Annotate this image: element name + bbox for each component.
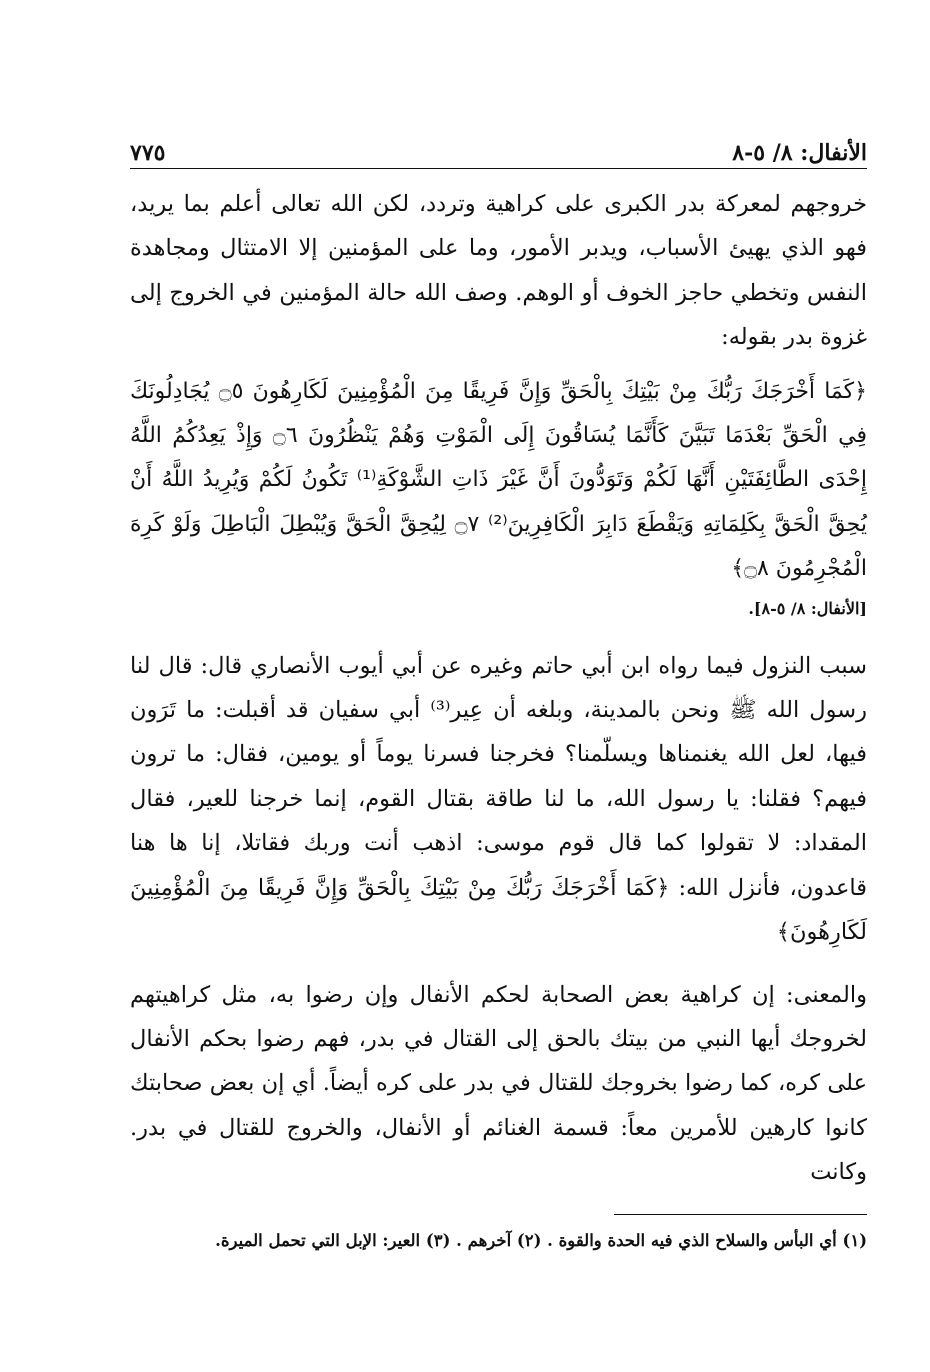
verse-reference: [الأنفال: ٨/ ٥-٨].: [748, 598, 867, 618]
page-header: [130, 118, 867, 166]
footnote-divider: [614, 1214, 867, 1215]
paragraph-revelation-cause: سبب النزول فيما رواه ابن أبي حاتم وغيره عن أبي أيوب الأنصاري قال: قال لنا رسول الله ﷺ ونحن بالمدينة، وبلغه أن عِير⁽³⁾ أبي سفيان قد أقبلت: ما تَرَون فيها، لعل الله يغنمناها ويسلّمنا؟ فخرجنا فسرنا يوماً أو يومين، فقال: ما ترون فيهم؟ فقلنا: يا رسول الله، ما لنا طاقة بقتال القوم، إنما خرجنا للعير، فقال المقداد: لا تقولوا كما قال قوم موسى: اذهب أنت وربك فقاتلا، إنا ها هنا قاعدون، فأنزل الله: ﴿كَمَا أَخْرَجَكَ رَبُّكَ مِنْ بَيْتِكَ بِالْحَقِّ وَإِنَّ فَرِيقًا مِنَ الْمُؤْمِنِينَ لَكَارِهُونَ﴾: [130, 652, 867, 946]
header-divider: [130, 168, 867, 169]
page-body: [130, 182, 867, 1195]
paragraph-gap: [130, 955, 867, 973]
running-title: الأنفال: ٨/ ٥-٨: [732, 140, 867, 166]
page-number: ٧٧٥: [130, 140, 166, 166]
quran-verse: ﴿كَمَا أَخْرَجَكَ رَبُّكَ مِنْ بَيْتِكَ بِالْحَقِّ وَإِنَّ فَرِيقًا مِنَ الْمُؤْمِنِينَ لَكَارِهُونَ ۝٥ يُجَادِلُونَكَ فِي الْحَقِّ بَعْدَمَا تَبَيَّنَ كَأَنَّمَا يُسَاقُونَ إِلَى الْمَوْتِ وَهُمْ يَنْظُرُونَ ۝٦ وَإِذْ يَعِدُكُمُ اللَّهُ إِحْدَى الطَّائِفَتَيْنِ أَنَّهَا لَكُمْ وَتَوَدُّونَ أَنَّ غَيْرَ ذَاتِ الشَّوْكَةِ⁽¹⁾ تَكُونُ لَكُمْ وَيُرِيدُ اللَّهُ أَنْ يُحِقَّ الْحَقَّ بِكَلِمَاتِهِ وَيَقْطَعَ دَابِرَ الْكَافِرِينَ⁽²⁾ ۝٧ لِيُحِقَّ الْحَقَّ وَيُبْطِلَ الْبَاطِلَ وَلَوْ كَرِهَ الْمُجْرِمُونَ ۝٨﴾: [130, 378, 867, 582]
paragraph-intro: خروجهم لمعركة بدر الكبرى على كراهية وتردد، لكن الله تعالى أعلم بما يريد، فهو الذي يهيئ الأسباب، ويدبر الأمور، وما على المؤمنين إلا الامتثال ومجاهدة النفس وتخطي حاجز الخوف أو الوهم. وصف الله حالة المؤمنين في الخروج إلى غزوة بدر بقوله:: [130, 191, 867, 351]
paragraph-meaning: والمعنى: إن كراهية بعض الصحابة لحكم الأنفال وإن رضوا به، مثل كراهيتهم لخروجك أيها النبي من بيتك بالحق إلى القتال في بدر، فهم رضوا بحكم الأنفال على كره، كما رضوا بخروجك للقتال في بدر على كره أيضاً. أي إن بعض صحابتك كانوا كارهين للأمرين معاً: قسمة الغنائم أو الأنفال، والخروج للقتال في بدر. وكانت: [130, 981, 867, 1186]
footnotes: (١) أي البأس والسلاح الذي فيه الحدة والقوة . (٢) آخرهم . (٣) العير: الإبل التي تحمل الميرة.: [215, 1231, 867, 1250]
